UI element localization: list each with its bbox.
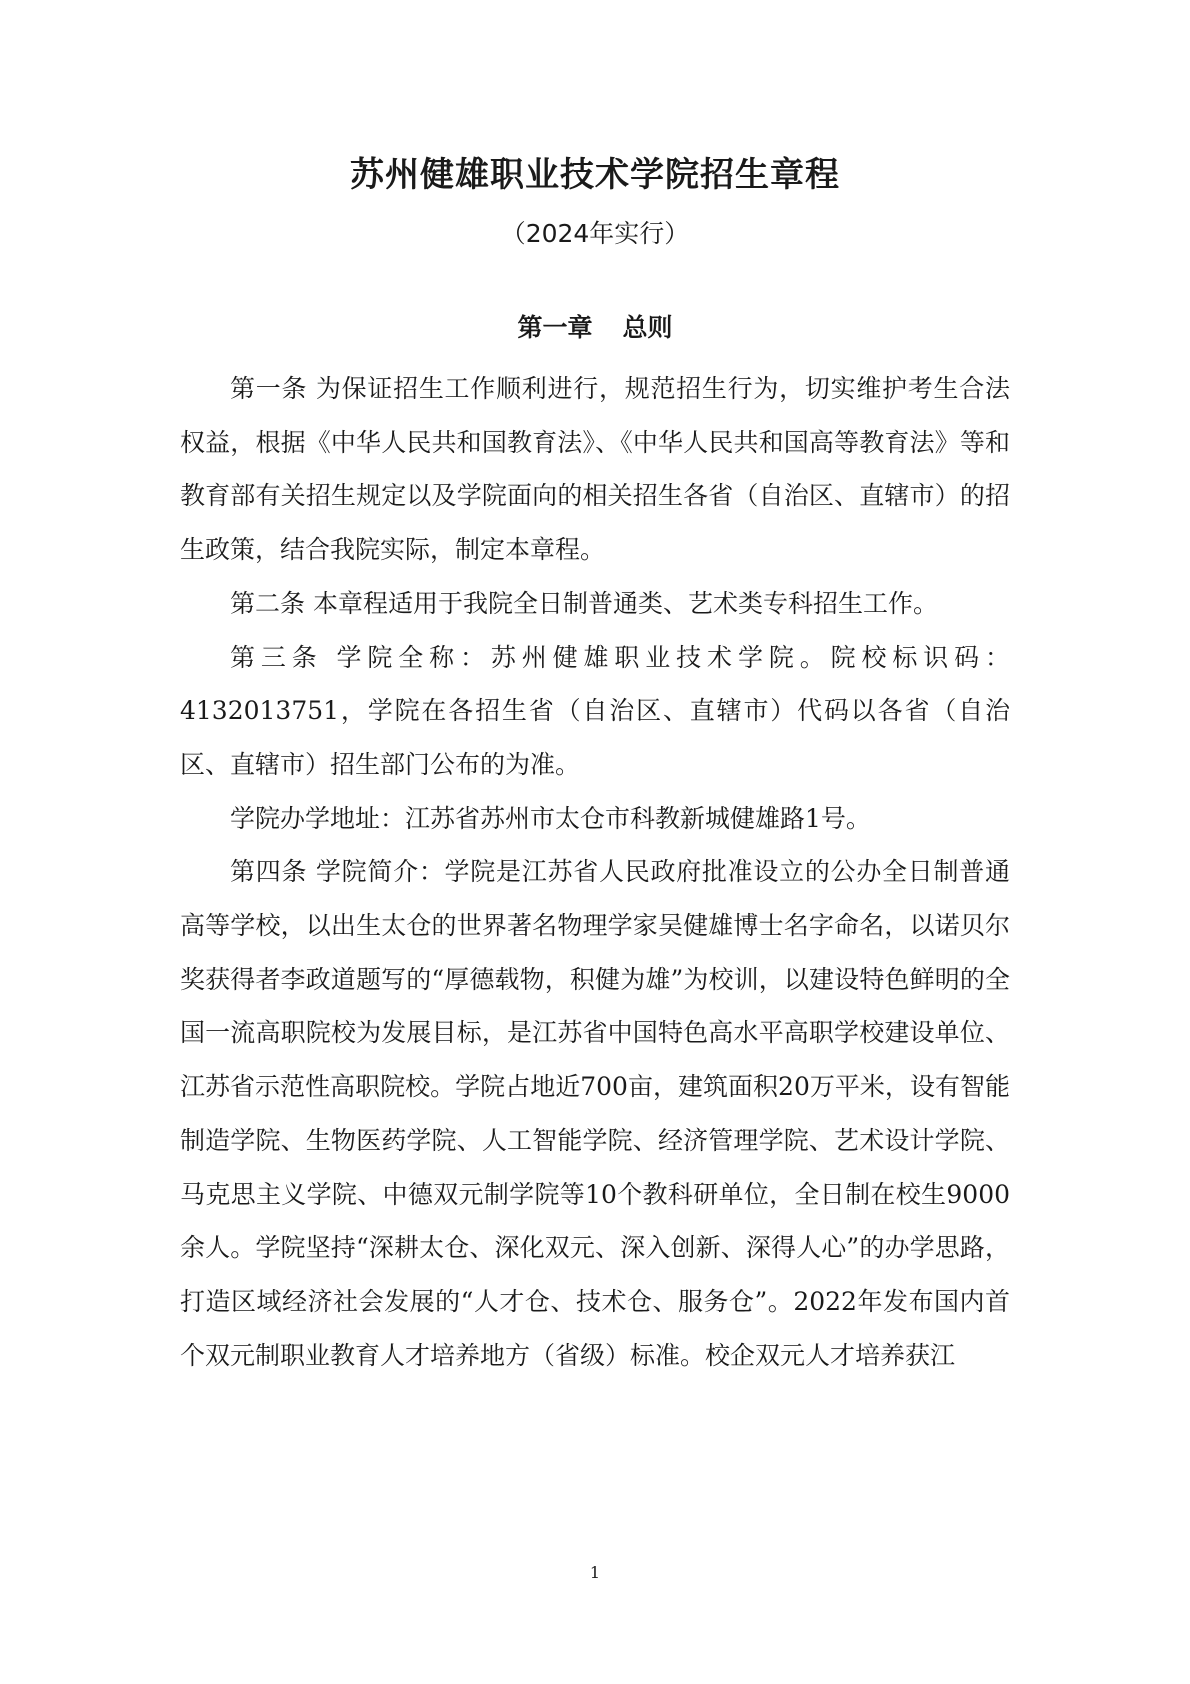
- chapter-heading: [0, 308, 1190, 348]
- paragraph-article-4: 第四条 学院简介：学院是江苏省人民政府批准设立的公办全日制普通高等学校，以出生太仓的世界著名物理学家吴健雄博士名字命名，以诺贝尔奖获得者李政道题写的“厚德载物，积健为雄”为校训，以建设特色鲜明的全国一流高职院校为发展目标，是江苏省中国特色高水平高职学校建设单位、江苏省示范性高职院校。学院占地近700亩，建筑面积20万平米，设有智能制造学院、生物医药学院、人工智能学院、经济管理学院、艺术设计学院、马克思主义学院、中德双元制学院等10个教科研单位，全日制在校生9000余人。学院坚持“深耕太仓、深化双元、深入创新、深得人心”的办学思路，打造区域经济社会发展的“人才仓、技术仓、服务仓”。2022年发布国内首个双元制职业教育人才培养地方（省级）标准。校企双元人才培养获江: [180, 857, 1010, 1370]
- document-subtitle: （2024年实行）: [500, 219, 690, 248]
- document-body: [180, 362, 1010, 1382]
- paragraph-article-3: 第三条 学院全称：苏州健雄职业技术学院。院校标识码：4132013751，学院在各招生省（自治区、直辖市）代码以各省（自治区、直辖市）招生部门公布的为准。: [180, 642, 1010, 779]
- paragraph-address: 学院办学地址：江苏省苏州市太仓市科教新城健雄路1号。: [230, 803, 871, 833]
- document-title: 苏州健雄职业技术学院招生章程: [350, 155, 840, 195]
- paragraph-article-2: 第二条 本章程适用于我院全日制普通类、艺术类专科招生工作。: [230, 588, 938, 618]
- page-number: 1: [589, 1563, 601, 1582]
- paragraph-article-1: 第一条 为保证招生工作顺利进行，规范招生行为，切实维护考生合法权益，根据《中华人民共和国教育法》、《中华人民共和国高等教育法》等和教育部有关招生规定以及学院面向的相关招生各省（自治区、直辖市）的招生政策，结合我院实际，制定本章程。: [180, 374, 1010, 565]
- chapter-label: 第一章: [517, 313, 593, 342]
- chapter-name: 总则: [622, 313, 673, 342]
